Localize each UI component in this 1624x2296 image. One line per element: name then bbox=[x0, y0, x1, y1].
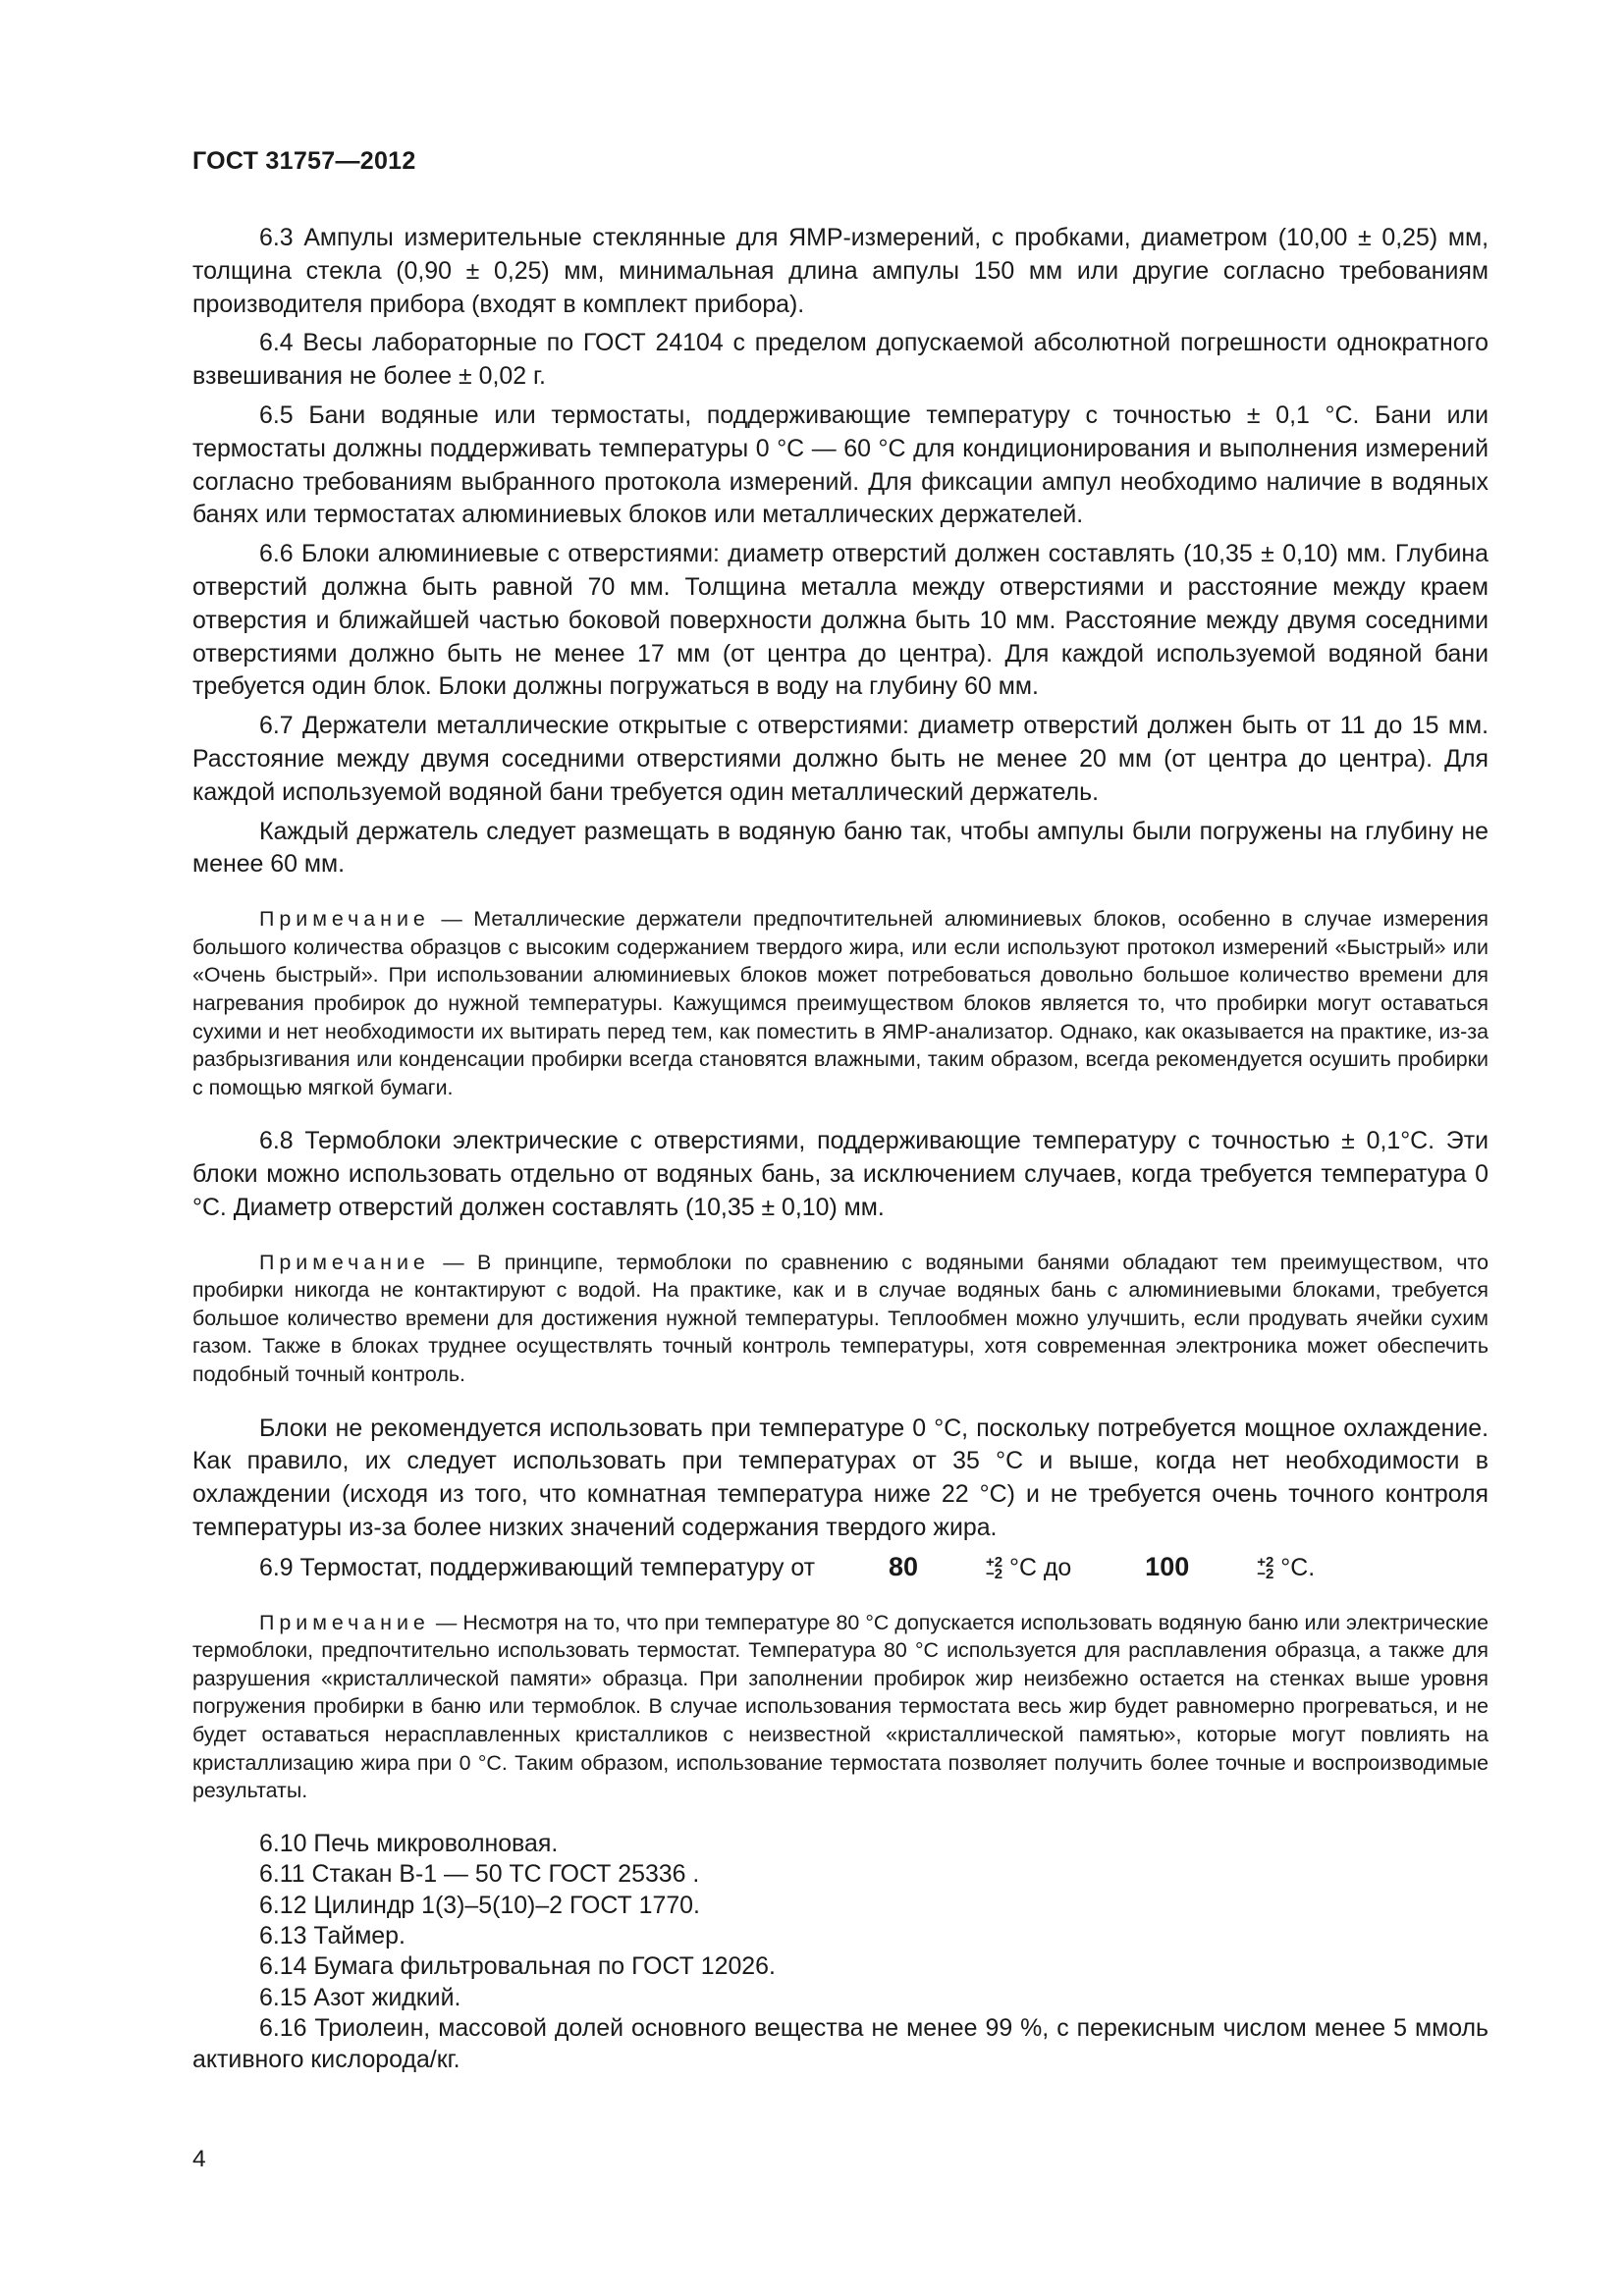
note-2-text: — В принципе, термоблоки по сравнению с водяными банями обладают тем преимуществом, что пробирки никогда не контактируют с водой. На практике, как и в случае водяных бань с алюминиевыми блоками, требуется большое количество времени для достижения нужной температуры. Теплообмен можно улучшить, если продувать ячейки сухим газом. Также в блоках труднее осуществлять точный контроль температуры, хотя современная электроника может обеспечить подобный точный контроль. bbox=[192, 1250, 1489, 1387]
note-3 bbox=[192, 1609, 1489, 1805]
note-2 bbox=[192, 1249, 1489, 1389]
paragraph-6-9 bbox=[192, 1551, 1489, 1585]
list-item: 6.15 Азот жидкий. bbox=[259, 1983, 461, 2011]
note-label: Примечание bbox=[259, 1610, 430, 1634]
temperature-tolerance-80: 80 +2 −2 bbox=[888, 1551, 1003, 1583]
paragraph-6-7-continued: Каждый держатель следует размещать в водяную баню так, чтобы ампулы были погружены на глубину не менее 60 мм. bbox=[192, 817, 1489, 879]
paragraph-6-6: 6.6 Блоки алюминиевые с отверстиями: диаметр отверстий должен составлять (10,35 ± 0,10) мм. Глубина отверстий должна быть равной 70 мм. Толщина металла между отверстиями и расстояние между краем отверстия и ближайшей частью боковой поверхности должна быть 10 мм. Расстояние между двумя соседними отверстиями должно быть не менее 17 мм (от центра до центра). Для каждой используемой водяной бани требуется один блок. Блоки должны погружаться в воду на глубину 60 мм. bbox=[192, 540, 1489, 701]
note-1 bbox=[192, 905, 1489, 1101]
note-label: Примечание bbox=[259, 1250, 430, 1274]
note-3-text: — Несмотря на то, что при температуре 80 °С допускается использовать водяную баню или электрические термоблоки, предпочтительно использовать термостат. Температура 80 °С используется для расплавления образца, а также для разрушения «кристаллической памяти» образца. При заполнении пробирок жир неизбежно остается на стенках выше уровня погружения пробирки в баню или термоблок. В случае использования термостата весь жир будет равномерно прогреваться, и не будет оставаться нерасплавленных кристалликов с неизвестной «кристаллической памятью», которые могут повлиять на кристаллизацию жира при 0 °С. Таким образом, использование термостата позволяет получить более точные и воспроизводимые результаты. bbox=[192, 1610, 1489, 1803]
paragraph-6-9-end: °С. bbox=[1280, 1553, 1316, 1581]
paragraph-6-9-mid: °С до bbox=[1009, 1553, 1072, 1581]
list-item: 6.11 Стакан В-1 — 50 ТС ГОСТ 25336 . bbox=[259, 1860, 700, 1889]
paragraph-6-9-text: 6.9 Термостат, поддерживающий температуру от bbox=[259, 1553, 816, 1581]
page-number: 4 bbox=[192, 2146, 206, 2172]
list-item: 6.12 Цилиндр 1(3)–5(10)–2 ГОСТ 1770. bbox=[259, 1891, 700, 1919]
temperature-tolerance-100: 100 +2 −2 bbox=[1145, 1551, 1274, 1583]
document-header: ГОСТ 31757—2012 bbox=[192, 147, 416, 175]
paragraph-6-4: 6.4 Весы лабораторные по ГОСТ 24104 с пределом допускаемой абсолютной погрешности однократного взвешивания не более ± 0,02 г. bbox=[192, 329, 1489, 391]
paragraph-6-7: 6.7 Держатели металлические открытые с отверстиями: диаметр отверстий должен быть от 11 до 15 мм. Расстояние между двумя соседними отверстиями должно быть не менее 20 мм (от центра до центра). Для каждой используемой водяной бани требуется один металлический держатель. bbox=[192, 712, 1489, 806]
note-label: Примечание bbox=[259, 907, 430, 932]
paragraph-6-5: 6.5 Бани водяные или термостаты, поддерживающие температуру с точностью ± 0,1 °С. Бани или термостаты должны поддерживать температуры 0 °С — 60 °С для кондиционирования и выполнения измерений согласно требованиям выбранного протокола измерений. Для фиксации ампул необходимо наличие в водяных банях или термостатах алюминиевых блоков или металлических держателей. bbox=[192, 400, 1489, 529]
list-item: 6.14 Бумага фильтровальная по ГОСТ 12026. bbox=[259, 1952, 776, 1981]
list-item: 6.16 Триолеин, массовой долей основного вещества не менее 99 %, с перекисным числом менее 5 ммоль активного кислорода/кг. bbox=[192, 2014, 1489, 2073]
document-body bbox=[192, 222, 1489, 2075]
paragraph-blocks: Блоки не рекомендуется использовать при температуре 0 °С, поскольку потребуется мощное охлаждение. Как правило, их следует использовать при температурах от 35 °С и выше, когда нет необходимости в охлаждении (исходя из того, что комнатная температура ниже 22 °С) и не требуется очень точного контроля температуры из-за более низких значений содержания твердого жира. bbox=[192, 1414, 1489, 1542]
list-item: 6.13 Таймер. bbox=[259, 1922, 406, 1950]
list-item: 6.10 Печь микроволновая. bbox=[259, 1829, 559, 1857]
paragraph-6-8: 6.8 Термоблоки электрические с отверстиями, поддерживающие температуру с точностью ± 0,1°С. Эти блоки можно использовать отдельно от водяных бань, за исключением случаев, когда требуется температура 0 °С. Диаметр отверстий должен составлять (10,35 ± 0,10) мм. bbox=[192, 1127, 1489, 1221]
paragraph-6-3: 6.3 Ампулы измерительные стеклянные для ЯМР-измерений, с пробками, диаметром (10,00 ± 0,25) мм, толщина стекла (0,90 ± 0,25) мм, минимальная длина ампулы 150 мм или другие согласно требованиям производителя прибора (входят в комплект прибора). bbox=[192, 224, 1489, 318]
note-1-text: — Металлические держатели предпочтительней алюминиевых блоков, особенно в случае измерения большого количества образцов с высоким содержанием твердого жира, или если используют протокол измерений «Быстрый» или «Очень быстрый». При использовании алюминиевых блоков может потребоваться довольно большое количество времени для нагревания пробирок до нужной температуры. Кажущимся преимуществом блоков является то, что пробирки могут оставаться сухими и нет необходимости их вытирать перед тем, как поместить в ЯМР-анализатор. Однако, как оказывается на практике, из-за разбрызгивания или конденсации пробирки всегда становятся влажными, таким образом, всегда рекомендуется осушить пробирки с помощью мягкой бумаги. bbox=[192, 907, 1489, 1099]
